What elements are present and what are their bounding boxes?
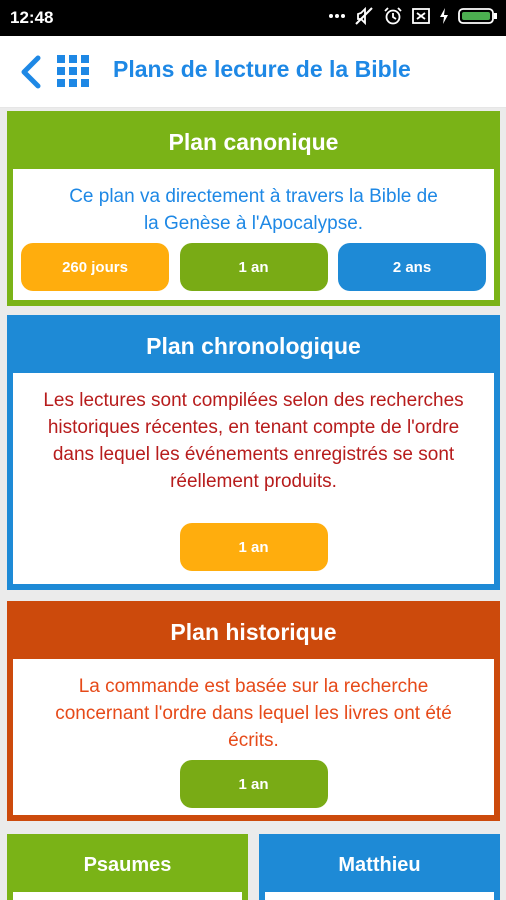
alarm-icon bbox=[383, 6, 403, 26]
grid-menu-icon[interactable] bbox=[56, 54, 90, 88]
plan-body bbox=[265, 892, 494, 900]
duration-1-an-button[interactable]: 1 an bbox=[180, 243, 328, 291]
plan-duration-buttons bbox=[21, 760, 486, 808]
plan-card-psaumes[interactable] bbox=[7, 834, 248, 900]
page-title: Plans de lecture de la Bible bbox=[113, 56, 411, 82]
charging-icon bbox=[439, 7, 449, 25]
plan-card-matthieu[interactable] bbox=[259, 834, 500, 900]
plan-card-historique bbox=[7, 601, 500, 821]
status-bar bbox=[0, 0, 506, 36]
plan-description: La commande est basée sur la recherche concernant l'ordre dans lequel les livres ont été écrits. bbox=[55, 676, 452, 751]
plan-title: Plan historique bbox=[13, 607, 494, 659]
duration-260-jours-button[interactable]: 260 jours bbox=[21, 243, 169, 291]
plan-title: Plan chronologique bbox=[13, 321, 494, 373]
plan-title: Psaumes bbox=[13, 840, 242, 892]
duration-1-an-button[interactable]: 1 an bbox=[180, 523, 328, 571]
plan-card-chronologique bbox=[7, 315, 500, 590]
status-icons bbox=[329, 6, 498, 26]
status-time: 12:48 bbox=[10, 8, 54, 27]
battery-icon bbox=[458, 7, 498, 25]
plan-body bbox=[13, 169, 494, 300]
close-box-icon bbox=[412, 7, 430, 25]
plan-description: Ce plan va directement à travers la Bible de la Genèse à l'Apocalypse. bbox=[69, 186, 438, 234]
back-arrow-icon[interactable] bbox=[16, 52, 46, 92]
plan-body bbox=[13, 373, 494, 584]
mute-icon bbox=[354, 6, 374, 26]
duration-2-ans-button[interactable]: 2 ans bbox=[338, 243, 486, 291]
plan-body bbox=[13, 659, 494, 815]
duration-1-an-button[interactable]: 1 an bbox=[180, 760, 328, 808]
app-bar bbox=[0, 36, 506, 108]
plan-title: Plan canonique bbox=[13, 117, 494, 169]
dots-icon bbox=[329, 13, 345, 19]
plan-duration-buttons bbox=[21, 243, 486, 291]
plans-list bbox=[0, 108, 506, 900]
plan-duration-buttons bbox=[21, 523, 486, 571]
plan-title: Matthieu bbox=[265, 840, 494, 892]
plan-card-canonique bbox=[7, 111, 500, 306]
plan-body bbox=[13, 892, 242, 900]
plan-description: Les lectures sont compilées selon des recherches historiques récentes, en tenant compte de l'ordre dans lequel les événements enregistrés se sont réellement produits. bbox=[43, 390, 464, 492]
